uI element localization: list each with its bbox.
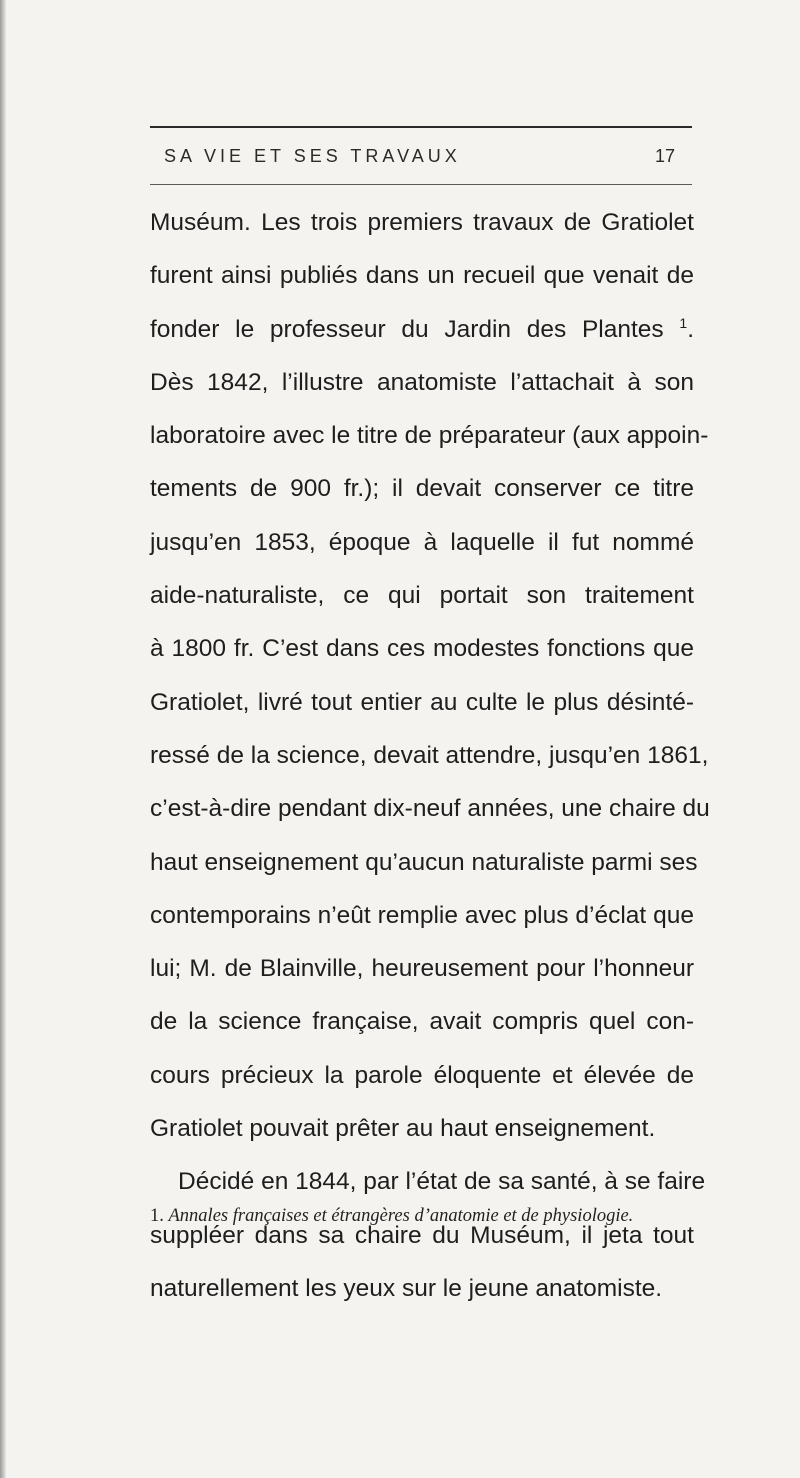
text-line: naturellement les yeux sur le jeune anatomiste. — [150, 1274, 663, 1302]
footnote-ref-suffix: . — [687, 315, 694, 343]
text-line: de la science française, avait compris quel con- — [150, 1008, 694, 1036]
footnote — [150, 1206, 710, 1227]
text-line: jusqu’en 1853, époque à laquelle il fut nommé — [150, 528, 694, 556]
page-number: 17 — [655, 146, 676, 166]
text-line: Gratiolet pouvait prêter au haut enseignement. — [150, 1115, 656, 1143]
text-line: Muséum. Les trois premiers travaux de Gratiolet — [150, 209, 694, 236]
text-line: aide-naturaliste, ce qui portait son traitement — [150, 582, 694, 610]
footnote-number: 1. — [150, 1206, 164, 1226]
footnote-text: Annales françaises et étrangères d’anatomie et de physiologie. — [168, 1206, 634, 1226]
text-line: furent ainsi publiés dans un recueil que venait de — [150, 262, 694, 290]
text-line-content: fonder le professeur du Jardin des Plantes — [150, 315, 664, 343]
running-head: SA VIE ET SES TRAVAUX — [164, 146, 461, 166]
footnote-reference[interactable]: 1 — [679, 314, 688, 331]
text-line: ressé de la science, devait attendre, jusqu’en 1861, — [150, 741, 709, 769]
text-line-with-footnote-ref — [150, 303, 694, 356]
paragraph-first-line: Décidé en 1844, par l’état de sa santé, à se faire — [178, 1168, 706, 1196]
page-edge-shadow — [0, 0, 6, 1478]
text-line: contemporains n’eût remplie avec plus d’éclat que — [150, 901, 694, 929]
text-line: haut enseignement qu’aucun naturaliste parmi ses — [150, 848, 698, 876]
text-line: Dès 1842, l’illustre anatomiste l’attachait à son — [150, 368, 694, 396]
header-rule-top — [150, 126, 692, 128]
text-line: à 1800 fr. C’est dans ces modestes fonctions que — [150, 635, 694, 663]
text-line: suppléer dans sa chaire du Muséum, il jeta tout — [150, 1221, 694, 1249]
header-rule-bottom — [150, 184, 692, 185]
text-line: Gratiolet, livré tout entier au culte le plus désinté- — [150, 688, 694, 716]
body-text — [150, 196, 710, 1315]
text-line: c’est-à-dire pendant dix-neuf années, une chaire du — [150, 795, 710, 823]
text-line: cours précieux la parole éloquente et élevée de — [150, 1061, 694, 1089]
text-line: tements de 900 fr.); il devait conserver ce titre — [150, 475, 694, 503]
text-line: laboratoire avec le titre de préparateur (aux appoin- — [150, 422, 709, 450]
text-line: lui; M. de Blainville, heureusement pour l’honneur — [150, 955, 694, 983]
